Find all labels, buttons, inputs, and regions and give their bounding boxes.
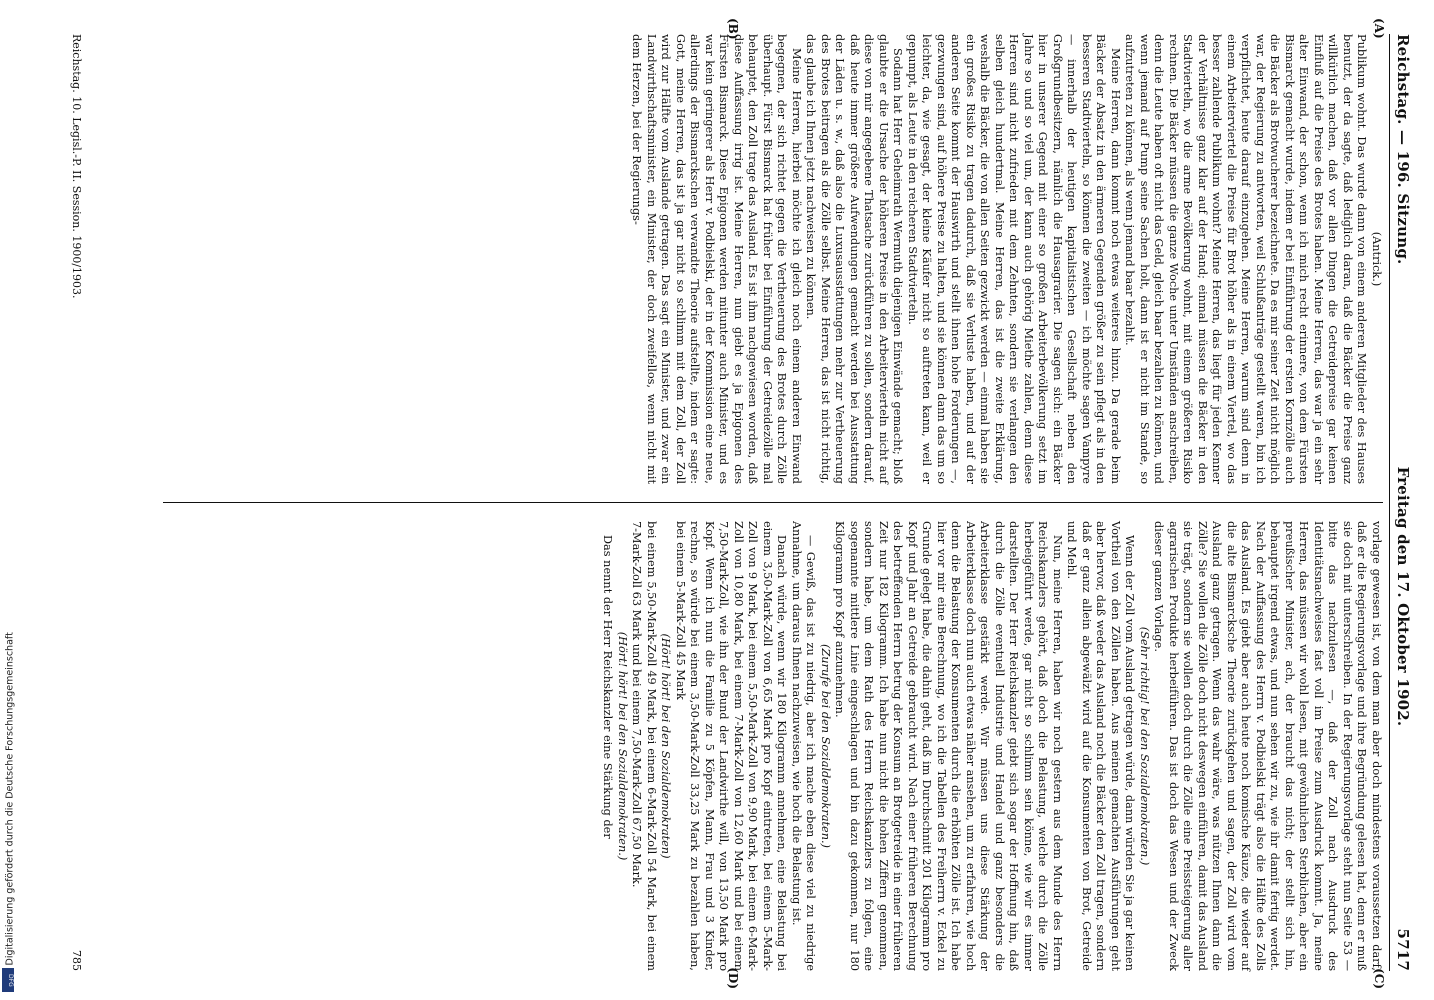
footer-session-info: Reichstag. 10. Legisl.-P. II. Session. 1900/1903. bbox=[70, 34, 83, 299]
interjection: (Hört! hört! bei den Sozialdemokraten) bbox=[659, 633, 673, 859]
margin-marker-b: (B) bbox=[726, 18, 740, 40]
header-date: Freitag den 17. Oktober 1902. bbox=[1394, 466, 1412, 727]
interjection: (Hört! hört! bei den Sozialdemokraten.) bbox=[616, 631, 629, 861]
rotated-page-content bbox=[20, 18, 1420, 989]
column-divider bbox=[163, 502, 1383, 503]
paragraph: Danach würde, wenn wir 180 Kilogramm annehmen, eine Belastung bei einem 3,50-Mark-Zoll von 6,65 Mark pro Kopf eintreten, bei einem 5-Mark-Zoll von 9 Mark, bei einem 5,50-Mark-Zoll von 9,90 Mark, bei einem 6-Mark-Zoll von 10,80 Mark, bei einem 7-Mark-Zoll von 12,60 Mark und bei einem 7,50-Mark-Zoll, wie ihn der Bund der Landwirthe will, von 13,50 Mark pro Kopf. Wenn ich nun die Familie zu 5 Köpfen, Mann, Frau und 3 Kinder, rechne, so würde bei einem 3,50-Mark-Zoll 33,25 Mark zu bezahlen haben, bei einem 5-Mark-Zoll 45 Mark bbox=[674, 521, 789, 971]
interjection: (Zurufe bei den Sozialdemokraten.) bbox=[819, 644, 832, 848]
paragraph: Publikum wohnt. Das wurde dann von einem anderen Mitglieder des Hauses benutzt, der da sagte, daß lediglich daran, daß die Bäcker die Preise ganz willkürlich machen, daß vor allen Dingen die Getreidepreise gar keinen Einfluß auf die Preise des Brotes haben. Meine Herren, das war ja ein sehr alter Einwand, der schon, wenn ich mich recht erinnere, von dem Fürsten Bismarck gemacht wurde, indem er bei Einführung der ersten Kornzölle auch die Bäcker als Brotwucherer bezeichnete. Da es mir seiner Zeit nicht möglich war, der Regierung zu antworten, weil Schlußanträge gestellt waren, bin ich verpflichtet, heute darauf einzugehen. Meine Herren, warum sind denn in einem Arbeiterviertel die Preise für Brot höher als in einem Viertel, wo das besser zahlende Publikum wohnt? Meine Herren, das liegt für jeden Kenner der Verhältnisse ganz klar auf der Hand; einmal müssen die Bäcker in den Stadtvierteln, wo die arme Bevölkerung wohnt, mit einem größeren Risiko rechnen. Die Bäcker müssen die ganze Woche unter Umständen anschreiben, denn die Leute haben oft nicht das Geld, gleich baar bezahlen zu können, und wenn jemand auf Pump seine Sachen holt, dann ist er nicht im Stande, so aufzutreten zu können, als wenn jemand baar bezahlt. bbox=[1123, 34, 1369, 484]
page-footer bbox=[70, 34, 83, 971]
margin-marker-a: (A) bbox=[1372, 18, 1386, 39]
right-column bbox=[163, 521, 1383, 971]
left-column bbox=[163, 34, 1383, 484]
paragraph: bei einem 5,50-Mark-Zoll 49 Mark, bei einem 6-Mark-Zoll 54 Mark, bei einem 7-Mark-Zoll 63 Mark und bei einem 7,50-Mark-Zoll 67,50 Mark. bbox=[630, 521, 658, 971]
paragraph: Das nennt der Herr Reichskanzler eine Stärkung der bbox=[601, 535, 615, 839]
credit-text: Digitalisierung gefördert durch die Deutsche Forschungsgemeinschaft bbox=[4, 632, 16, 966]
page bbox=[40, 18, 1420, 989]
header-left: Reichstag. — 196. Sitzung. bbox=[1394, 34, 1412, 265]
digitization-credit bbox=[0, 0, 16, 1000]
paragraph: Sodann hat Herr Geheimrath Wermuth diejenigen Einwände gemacht; bloß glaubte er die Ursache der höheren Preise in den Arbeitervierteln nicht auf diese von mir angegebene Thatsache zurückführen zu sollen, sondern darauf, daß heute immer größere Aufwendungen gemacht werden bei Ausstattung der Läden u. s. w., daß also die Luxusausstattungen mehr zur Vertheuerung des Brotes beitragen als die Zölle selbst. Meine Herren, das ist nicht richtig, das glaube ich Ihnen jetzt nachweisen zu können. bbox=[804, 34, 905, 484]
scanned-page bbox=[20, 18, 1420, 989]
header-rule bbox=[1389, 34, 1390, 971]
paragraph: Wenn der Zoll vom Ausland getragen würde, dann würden Sie ja gar keinen Vortheil von den Zöllen haben. Aus meinen gemachten Ausführungen geht aber hervor, daß weder das Ausland noch die Bäcker den Zoll tragen, sondern daß er ganz allein abgewälzt wird auf die Konsumenten von Brot, Getreide und Mehl. bbox=[1065, 521, 1137, 971]
text-columns bbox=[163, 34, 1383, 971]
paragraph: vorlage gewesen ist, von dem man aber doch mindestens voraussetzen darf, daß er die Regierungsvorlage und ihre Begründung gelesen hat, denn er muß sie doch mit unterschreiben. In der Regierungsvorlage steht nun Seite 53 — bitte das nachzulesen —, daß der Zoll nach Ausdruck des Identitätsnachweises fast voll im Preise zum Ausdruck kommt. Ja, meine Herren, das müssen wir wohl lesen, mit gewöhnlichen Sterblichen, aber ein preußischer Minister, ach, der braucht das nicht; der stellt sich hin, behauptet irgend etwas, und nun sehen wir zu, wie ihr damit fertig werdet. Nach der Auffassung des Herrn v. Podbielski trägt also die Hälfte des Zolls das Ausland. Es giebt aber auch heute noch komische Käuze, die wieder auf die alte Bismarcksche Theorie zurückgehen und sagen, der Zoll wird vom Ausland ganz getragen. Wenn das wahr wäre, was nützen Ihnen dann die Zölle? Sie wollen die Zölle doch nicht deswegen einführen, damit das Ausland sie trägt, sondern sie wollen doch durch die Zölle eine Preissteigerung aller agrarischen Produkte herbeiführen. Das ist doch das Wesen und der Zweck dieser ganzen Vorlage. bbox=[1152, 521, 1383, 971]
page-header bbox=[1394, 34, 1412, 971]
interjection: (Sehr richtig! bei den Sozialdemokraten.) bbox=[1138, 626, 1151, 866]
header-page-number: 5717 bbox=[1394, 928, 1412, 971]
dfg-logo: DFG bbox=[2, 968, 14, 992]
margin-marker-c: (C) bbox=[1372, 968, 1386, 989]
paragraph: Meine Herren, dann kommt noch etwas weiteres hinzu. Da gerade beim Bäcker der Absatz in den ärmeren Gegenden größer zu sein pflegt als in den besseren Stadtvierteln, so können die zweiten — ich möchte sagen Vampyre — innerhalb der heutigen kapitalistischen Gesellschaft neben den Großgrundbesitzern, nämlich die Hausagrarier. Die sagen sich: ein Bäcker hier in unserer Gegend mit einer so großen Arbeiterbevölkerung setzt im Jahre so und so viel um, der kann auch gehörig Miethe zahlen, denn diese Herren sind nicht zufrieden mit dem Zehnten, sondern sie verlangen den selben gleich hundertmal. Meine Herren, das ist die zweite Erklärung, weshalb die Bäcker, die von allen Seiten gezwickt werden — einmal haben sie ein großes Risiko zu tragen dadurch, daß sie Verluste haben, und auf der anderen Seite kommt der Hauswirth und stellt ihnen hohe Forderungen —, gezwungen sind, auf höhere Preise zu halten, und sie können dann das um so leichter, da, wie gesagt, der kleine Käufer nicht so auftreten kann, weil er gepumpt, als Leute in den reicheren Stadtvierteln. bbox=[906, 34, 1122, 484]
paragraph: Meine Herren, hierbei möchte ich gleich noch einem anderen Einwand begegnen, der sich richtet gegen die Vertheuerung des Brotes durch Zölle überhaupt. Fürst Bismarck hat früher bei Einführung der Getreidezölle mal behauptet, den Zoll trage das Ausland. Es ist ihm nachgewiesen worden, daß diese Auffassung irrig ist. Meine Herren, nun giebt es ja Epigonen des Fürsten Bismarck. Diese Epigonen werden mitunter auch Minister, und es war kein geringerer als Herr v. Podbielski, der in der Kommission eine neue, allerdings der Bismarckschen verwandte Theorie aufstellte, indem er sagte: Gott, meine Herren, das ist ja gar nicht so schlimm mit dem Zoll, der Zoll wird zur Hälfte vom Auslande getragen. Das sagt ein Minister, und zwar ein Landwirthschaftsminister, ein Minister, der doch zweifellos, wenn nicht mit dem Herzen, bei der Regierungs- bbox=[630, 34, 803, 484]
footer-page-number: 785 bbox=[70, 950, 83, 971]
speaker-name: (Antrick.) bbox=[1370, 231, 1383, 287]
paragraph: Nun, meine Herren, haben wir noch gestern aus dem Munde des Herrn Reichskanzlers gehört, daß doch die Belastung, welche durch die Zölle herbeigeführt werde, gar nicht so schlimm sein könne, wie wir es immer darstellten. Der Herr Reichskanzler giebt sich sogar der Hoffnung hin, daß durch die Zölle eventuell Industrie und Handel und ganz besonders die Arbeiterklasse gestärkt werde. Wir müssen uns diese Stärkung der Arbeiterklasse doch nun auch etwas näher ansehen, um zu erfahren, wie hoch denn die Belastung der Konsumenten durch die erhöhten Zölle ist. Ich habe hier vor mir eine Berechnung, wo ich die Tabellen des Freiherrn v. Eckel zu Grunde gelegt habe, die dahin geht, daß im Durchschnitt 201 Kilogramm pro Kopf und Jahr an Getreide gebraucht wird. Nach einer früheren Berechnung des betreffenden Herrn betrug der Konsum an Brotgetreide in einer früheren Zeit nur 182 Kilogramm. Ich habe nun nicht die hohen Ziffern genommen, sondern habe, um dem Rath des Herrn Reichskanzlers zu folgen, eine sogenannte mittlere Linie eingeschlagen und bin dazu gekommen, nur 180 Kilogramm pro Kopf anzunehmen. bbox=[833, 521, 1064, 971]
paragraph: — Gewiß, das ist zu niedrig, aber ich mache eben diese viel zu niedrige Annahme, um daraus Ihnen nachzuweisen, wie hoch die Belastung ist. bbox=[790, 521, 818, 971]
margin-marker-d: (D) bbox=[726, 967, 740, 989]
